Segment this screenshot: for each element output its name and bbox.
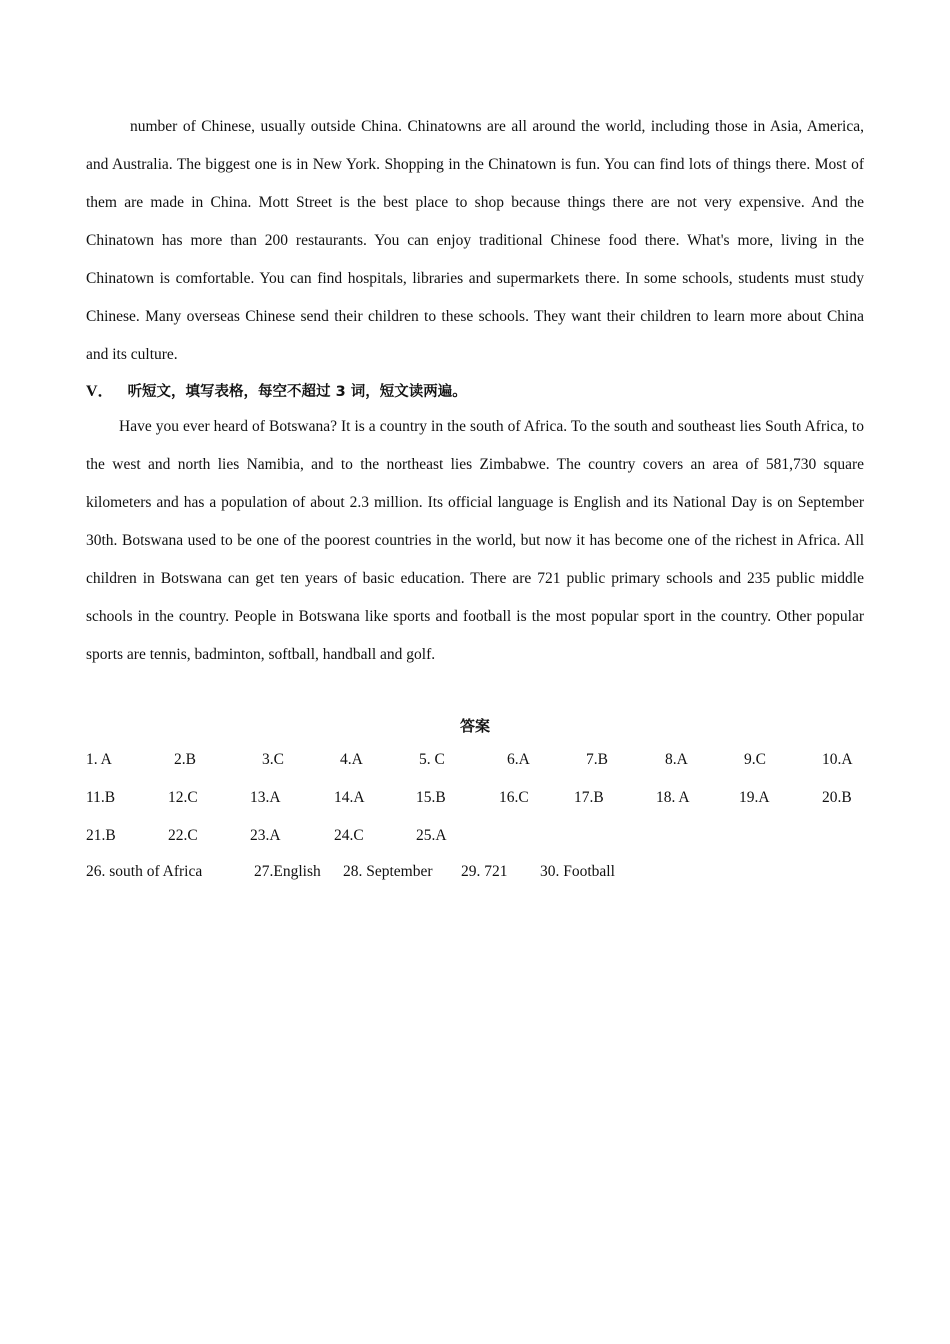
fill-answer-29: 29. 721	[461, 863, 508, 880]
answer-item: 19.A	[739, 789, 770, 806]
section-number: V．	[86, 383, 114, 400]
answer-row-3	[0, 824, 950, 848]
answer-item: 11.B	[86, 789, 116, 806]
answer-item: 23.A	[250, 827, 281, 844]
answer-item: 3.C	[262, 751, 284, 768]
answer-item: 9.C	[744, 751, 766, 768]
fill-answer-26: 26. south of Africa	[86, 863, 203, 880]
answer-item: 1. A	[86, 751, 112, 768]
answer-item: 14.A	[334, 789, 365, 806]
answer-item: 17.B	[574, 789, 604, 806]
answer-item: 25.A	[416, 827, 447, 844]
answer-item: 4.A	[340, 751, 363, 768]
answer-item: 16.C	[499, 789, 529, 806]
answers-title: 答案	[459, 717, 490, 735]
answer-item: 24.C	[334, 827, 364, 844]
answer-row-1	[0, 748, 950, 772]
answer-item: 8.A	[665, 751, 688, 768]
answer-item: 12.C	[168, 789, 198, 806]
answer-item: 13.A	[250, 789, 281, 806]
answer-item: 22.C	[168, 827, 198, 844]
fill-answer-28: 28. September	[343, 863, 433, 880]
fill-in-answers-row	[0, 860, 950, 884]
answer-item: 18. A	[656, 789, 690, 806]
answer-item: 20.B	[822, 789, 852, 806]
answer-item: 21.B	[86, 827, 116, 844]
botswana-passage: Have you ever heard of Botswana? It is a country in the south of Africa. To the south and southeast lies South Africa, to the west and north lies Namibia, and to the northeast lies Zimbabwe. The country covers an area of 581,730 square kilometers and has a population of about 2.3 million. Its official language is English and its National Day is on September 30th. Botswana used to be one of the poorest countries in the world, but now it has become one of the richest in Africa. All children in Botswana can get ten years of basic education. There are 721 public primary schools and 235 public middle schools in the country. People in Botswana like sports and football is the most popular sport in the country. Other popular sports are tennis, badminton, softball, handball and golf.	[86, 418, 864, 663]
answer-row-2	[0, 786, 950, 810]
section-v-heading	[86, 380, 467, 404]
fill-answer-30: 30. Football	[540, 863, 615, 880]
answer-item: 15.B	[416, 789, 446, 806]
fill-answer-27: 27.English	[254, 863, 321, 880]
section-instruction: 听短文，填写表格，每空不超过 3 词，短文读两遍。	[127, 384, 467, 400]
answer-item: 2.B	[174, 751, 196, 768]
answer-item: 5. C	[419, 751, 445, 768]
answer-item: 10.A	[822, 751, 853, 768]
chinatown-passage: number of Chinese, usually outside China. Chinatowns are all around the world, including those in Asia, America, and Australia. The biggest one is in New York. Shopping in the Chinatown is fun. You can find lots of things there. Most of them are made in China. Mott Street is the best place to shop because things there are not very expensive. And the Chinatown has more than 200 restaurants. You can enjoy traditional Chinese food there. What's more, living in the Chinatown is comfortable. You can find hospitals, libraries and supermarkets there. In some schools, students must study Chinese. Many overseas Chinese send their children to these schools. They want their children to learn more about China and its culture.	[86, 118, 864, 363]
answer-item: 7.B	[586, 751, 608, 768]
answer-item: 6.A	[507, 751, 530, 768]
